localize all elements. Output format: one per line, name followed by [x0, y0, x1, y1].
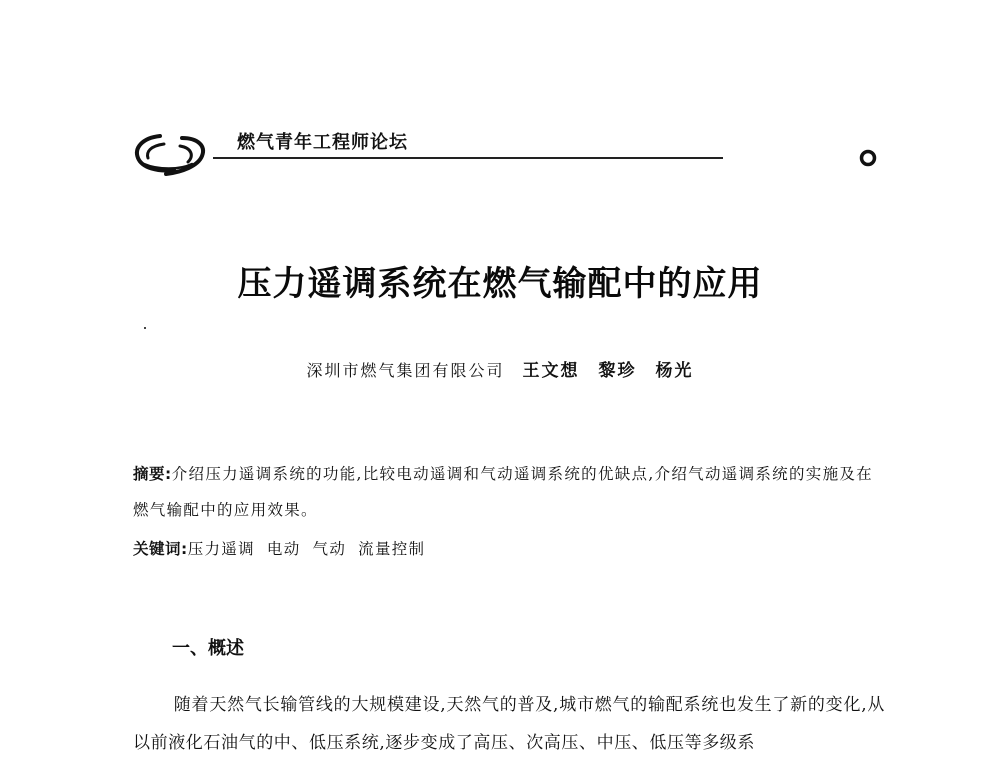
keyword-item: 电动	[266, 540, 301, 558]
gas-swirl-logo-icon	[130, 130, 212, 178]
header-rule	[213, 157, 723, 159]
scan-speck	[144, 327, 146, 329]
keywords	[133, 537, 883, 559]
abstract-text: 介绍压力遥调系统的功能,比较电动遥调和气动遥调系统的优缺点,介绍气动遥调系统的实施及在燃气输配中的应用效果。	[133, 465, 873, 519]
abstract-separator: :	[165, 465, 172, 483]
article-title: 压力遥调系统在燃气输配中的应用	[237, 264, 763, 304]
section-body-paragraph: 随着天然气长输管线的大规模建设,天然气的普及,城市燃气的输配系统也发生了新的变化,从以前液化石油气的中、低压系统,逐步变成了高压、次高压、中压、低压等多级系	[133, 695, 885, 753]
author-affiliation: 深圳市燃气集团有限公司	[306, 361, 505, 380]
circle-marker-icon	[859, 149, 877, 167]
abstract-label: 摘要	[133, 465, 166, 483]
author-names: 王文想 黎珍 杨光	[522, 361, 694, 381]
keyword-item: 压力遥调	[187, 540, 255, 558]
keywords-label: 关键词	[133, 540, 182, 558]
journal-name: 燃气青年工程师论坛	[237, 132, 408, 153]
section-heading: 一、概述	[172, 638, 244, 659]
keyword-item: 流量控制	[358, 540, 426, 558]
author-line	[0, 356, 1000, 381]
abstract	[133, 456, 883, 528]
keywords-separator: :	[181, 540, 188, 558]
keyword-item: 气动	[312, 540, 347, 558]
